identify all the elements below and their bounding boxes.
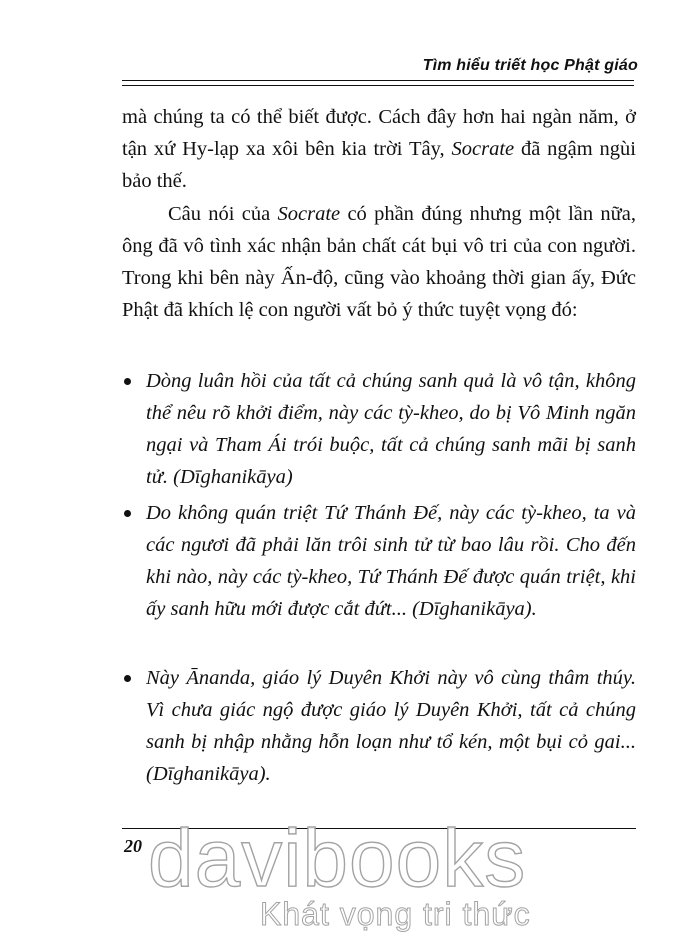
paragraph-2-name: Socrate: [277, 203, 341, 225]
paragraph-1-text-a: mà chúng ta có thể biết được. Cách đây hơn hai ngàn năm, ở tận xứ Hy-lạp xa xôi bên kia trời Tây,: [122, 106, 636, 160]
quote-item: [122, 365, 636, 493]
paragraph-1-text-b: đã ngậm ngùi bảo thế.: [122, 138, 637, 192]
page-number: 20: [124, 836, 142, 856]
bullet-icon: [124, 378, 131, 385]
quote-text: Do không quán triệt Tứ Thánh Đế, này các tỳ-kheo, ta và các ngươi đã phải lăn trôi sinh tử từ bao lâu rồi. Cho đến khi nào, này các tỳ-kheo, Tứ Thánh Đế được quán triệt, khi ấy sanh hữu mới được cắt đứt... (Dīghanikāya).: [146, 502, 636, 620]
paragraph-1: [122, 101, 636, 197]
paragraph-2-text-b: có phần đúng nhưng một lần nữa, ông đã vô tình xác nhận bản chất cát bụi vô tri của con người. Trong khi bên này Ấn-độ, cũng vào khoảng thời gian ấy, Đức Phật đã khích lệ con người vất bỏ ý thức tuyệt vọng đó:: [122, 203, 636, 321]
header-rule-bottom: [122, 85, 634, 86]
header-rule-top: [122, 80, 634, 81]
quote-item: [122, 662, 636, 790]
watermark-logo: davibooks: [148, 813, 527, 904]
bullet-icon: [124, 675, 131, 682]
watermark-tagline: Khát vọng tri thức: [260, 896, 531, 932]
bullet-icon: [124, 510, 131, 517]
running-header-title: Tìm hiểu triết học Phật giáo: [422, 57, 638, 74]
quote-item: [122, 497, 636, 625]
paragraph-2-text-a: Câu nói của: [168, 203, 278, 225]
paragraph-2: [122, 198, 636, 326]
quote-text: Này Ānanda, giáo lý Duyên Khởi này vô cùng thâm thúy. Vì chưa giác ngộ được giáo lý Duyên Khởi, tất cả chúng sanh bị nhập nhằng hỗn loạn như tổ kén, một bụi cỏ gai... (Dīghanikāya).: [146, 667, 636, 785]
paragraph-1-name: Socrate: [451, 138, 515, 160]
quote-text: Dòng luân hồi của tất cả chúng sanh quả là vô tận, không thể nêu rõ khởi điểm, này các tỳ-kheo, do bị Vô Minh ngăn ngại và Tham Ái trói buộc, tất cả chúng sanh mãi bị sanh tử. (Dīghanikāya): [146, 370, 636, 488]
